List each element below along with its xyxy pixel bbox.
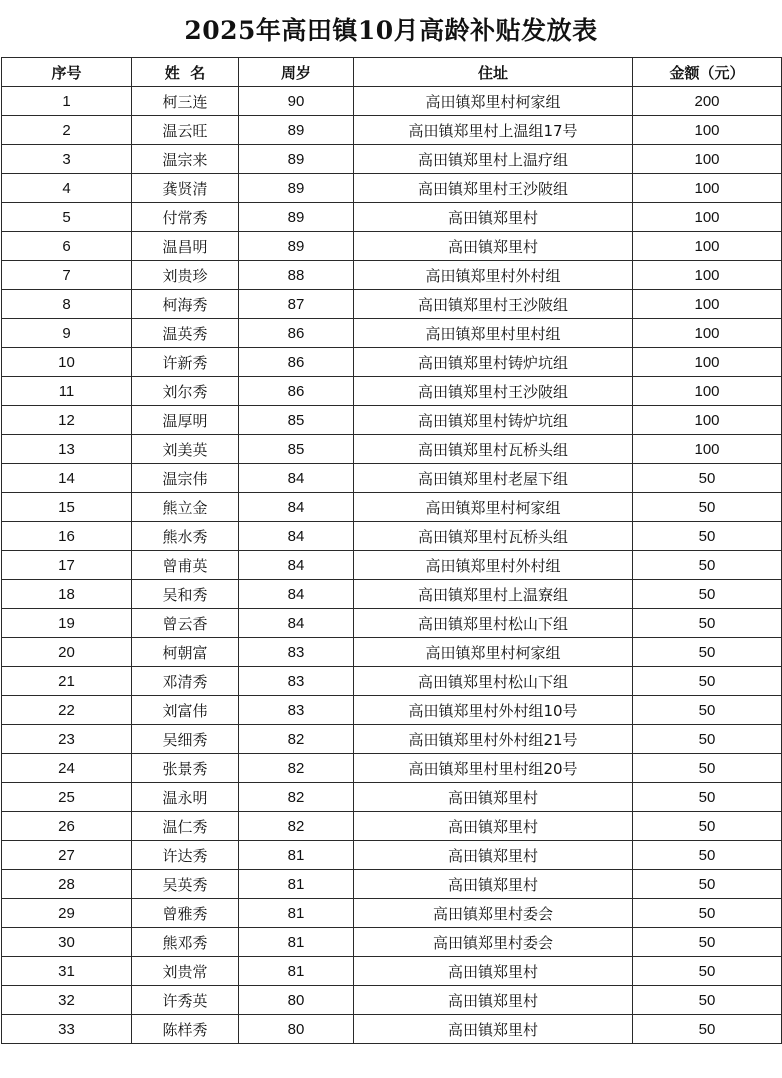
row-amount: 50 bbox=[633, 899, 782, 928]
row-address: 高田镇郑里村 bbox=[354, 232, 633, 261]
row-amount: 100 bbox=[633, 290, 782, 319]
row-address: 高田镇郑里村 bbox=[354, 203, 633, 232]
row-age: 89 bbox=[239, 203, 354, 232]
row-name: 刘贵珍 bbox=[132, 261, 239, 290]
row-number: 32 bbox=[2, 986, 132, 1015]
row-age: 83 bbox=[239, 667, 354, 696]
table-row bbox=[2, 435, 782, 464]
row-amount: 100 bbox=[633, 348, 782, 377]
row-name: 刘贵常 bbox=[132, 957, 239, 986]
row-name: 许新秀 bbox=[132, 348, 239, 377]
row-age: 83 bbox=[239, 638, 354, 667]
row-age: 81 bbox=[239, 841, 354, 870]
row-number: 18 bbox=[2, 580, 132, 609]
row-name: 曾雅秀 bbox=[132, 899, 239, 928]
row-name: 龚贤清 bbox=[132, 174, 239, 203]
row-age: 81 bbox=[239, 957, 354, 986]
row-address: 高田镇郑里村王沙陂组 bbox=[354, 290, 633, 319]
row-age: 86 bbox=[239, 319, 354, 348]
header-name: 姓 名 bbox=[132, 58, 239, 87]
row-number: 30 bbox=[2, 928, 132, 957]
row-number: 20 bbox=[2, 638, 132, 667]
header-amount: 金额（元） bbox=[633, 58, 782, 87]
row-number: 22 bbox=[2, 696, 132, 725]
table-row bbox=[2, 928, 782, 957]
row-number: 26 bbox=[2, 812, 132, 841]
row-amount: 100 bbox=[633, 174, 782, 203]
row-amount: 50 bbox=[633, 522, 782, 551]
row-address: 高田镇郑里村 bbox=[354, 1015, 633, 1044]
row-age: 85 bbox=[239, 435, 354, 464]
table-row bbox=[2, 580, 782, 609]
row-age: 82 bbox=[239, 812, 354, 841]
row-number: 23 bbox=[2, 725, 132, 754]
row-age: 82 bbox=[239, 754, 354, 783]
row-name: 付常秀 bbox=[132, 203, 239, 232]
row-name: 张景秀 bbox=[132, 754, 239, 783]
row-number: 29 bbox=[2, 899, 132, 928]
row-age: 85 bbox=[239, 406, 354, 435]
table-row bbox=[2, 203, 782, 232]
row-age: 89 bbox=[239, 145, 354, 174]
row-name: 曾甫英 bbox=[132, 551, 239, 580]
row-number: 8 bbox=[2, 290, 132, 319]
row-number: 6 bbox=[2, 232, 132, 261]
table-row bbox=[2, 290, 782, 319]
row-name: 刘富伟 bbox=[132, 696, 239, 725]
table-header-row bbox=[2, 58, 782, 87]
row-age: 83 bbox=[239, 696, 354, 725]
row-amount: 50 bbox=[633, 551, 782, 580]
row-address: 高田镇郑里村柯家组 bbox=[354, 638, 633, 667]
row-address: 高田镇郑里村铸炉坑组 bbox=[354, 406, 633, 435]
row-age: 82 bbox=[239, 725, 354, 754]
row-amount: 50 bbox=[633, 493, 782, 522]
row-name: 刘尔秀 bbox=[132, 377, 239, 406]
table-row bbox=[2, 1015, 782, 1044]
row-age: 84 bbox=[239, 522, 354, 551]
row-address: 高田镇郑里村上温组17号 bbox=[354, 116, 633, 145]
row-age: 81 bbox=[239, 870, 354, 899]
row-number: 28 bbox=[2, 870, 132, 899]
row-address: 高田镇郑里村 bbox=[354, 783, 633, 812]
row-address: 高田镇郑里村柯家组 bbox=[354, 493, 633, 522]
row-name: 熊邓秀 bbox=[132, 928, 239, 957]
row-number: 24 bbox=[2, 754, 132, 783]
row-address: 高田镇郑里村 bbox=[354, 986, 633, 1015]
row-name: 曾云香 bbox=[132, 609, 239, 638]
row-amount: 100 bbox=[633, 145, 782, 174]
row-address: 高田镇郑里村老屋下组 bbox=[354, 464, 633, 493]
row-amount: 100 bbox=[633, 203, 782, 232]
table-body bbox=[2, 87, 782, 1044]
row-age: 82 bbox=[239, 783, 354, 812]
row-number: 4 bbox=[2, 174, 132, 203]
row-age: 84 bbox=[239, 493, 354, 522]
row-address: 高田镇郑里村王沙陂组 bbox=[354, 377, 633, 406]
row-number: 14 bbox=[2, 464, 132, 493]
row-number: 2 bbox=[2, 116, 132, 145]
row-amount: 100 bbox=[633, 319, 782, 348]
row-number: 15 bbox=[2, 493, 132, 522]
row-number: 10 bbox=[2, 348, 132, 377]
row-number: 21 bbox=[2, 667, 132, 696]
row-number: 5 bbox=[2, 203, 132, 232]
row-number: 27 bbox=[2, 841, 132, 870]
row-number: 25 bbox=[2, 783, 132, 812]
row-amount: 100 bbox=[633, 435, 782, 464]
table-row bbox=[2, 87, 782, 116]
row-address: 高田镇郑里村外村组21号 bbox=[354, 725, 633, 754]
row-age: 88 bbox=[239, 261, 354, 290]
table-row bbox=[2, 725, 782, 754]
row-name: 吴细秀 bbox=[132, 725, 239, 754]
table-row bbox=[2, 841, 782, 870]
row-amount: 50 bbox=[633, 696, 782, 725]
row-address: 高田镇郑里村 bbox=[354, 841, 633, 870]
row-number: 12 bbox=[2, 406, 132, 435]
subsidy-table bbox=[1, 57, 782, 1044]
table-row bbox=[2, 754, 782, 783]
table-row bbox=[2, 377, 782, 406]
row-age: 90 bbox=[239, 87, 354, 116]
row-age: 84 bbox=[239, 551, 354, 580]
row-age: 84 bbox=[239, 609, 354, 638]
row-amount: 100 bbox=[633, 377, 782, 406]
row-address: 高田镇郑里村王沙陂组 bbox=[354, 174, 633, 203]
row-address: 高田镇郑里村里村组20号 bbox=[354, 754, 633, 783]
row-name: 陈样秀 bbox=[132, 1015, 239, 1044]
table-row bbox=[2, 812, 782, 841]
row-amount: 50 bbox=[633, 464, 782, 493]
header-age: 周岁 bbox=[239, 58, 354, 87]
row-name: 柯海秀 bbox=[132, 290, 239, 319]
row-age: 87 bbox=[239, 290, 354, 319]
table-row bbox=[2, 899, 782, 928]
table-row bbox=[2, 986, 782, 1015]
row-amount: 50 bbox=[633, 957, 782, 986]
row-age: 86 bbox=[239, 377, 354, 406]
row-number: 31 bbox=[2, 957, 132, 986]
table-row bbox=[2, 783, 782, 812]
row-number: 19 bbox=[2, 609, 132, 638]
row-name: 温宗伟 bbox=[132, 464, 239, 493]
table-row bbox=[2, 696, 782, 725]
table-row bbox=[2, 145, 782, 174]
row-age: 80 bbox=[239, 986, 354, 1015]
row-address: 高田镇郑里村 bbox=[354, 870, 633, 899]
row-name: 温宗来 bbox=[132, 145, 239, 174]
row-address: 高田镇郑里村瓦桥头组 bbox=[354, 435, 633, 464]
row-amount: 50 bbox=[633, 667, 782, 696]
table-row bbox=[2, 522, 782, 551]
row-age: 89 bbox=[239, 174, 354, 203]
row-address: 高田镇郑里村委会 bbox=[354, 928, 633, 957]
row-amount: 100 bbox=[633, 232, 782, 261]
row-number: 11 bbox=[2, 377, 132, 406]
row-address: 高田镇郑里村 bbox=[354, 812, 633, 841]
row-age: 84 bbox=[239, 580, 354, 609]
row-name: 吴英秀 bbox=[132, 870, 239, 899]
table-row bbox=[2, 638, 782, 667]
row-address: 高田镇郑里村松山下组 bbox=[354, 667, 633, 696]
row-amount: 100 bbox=[633, 116, 782, 145]
row-name: 温云旺 bbox=[132, 116, 239, 145]
row-number: 13 bbox=[2, 435, 132, 464]
row-address: 高田镇郑里村柯家组 bbox=[354, 87, 633, 116]
row-name: 温英秀 bbox=[132, 319, 239, 348]
row-address: 高田镇郑里村委会 bbox=[354, 899, 633, 928]
row-address: 高田镇郑里村里村组 bbox=[354, 319, 633, 348]
row-amount: 50 bbox=[633, 725, 782, 754]
row-amount: 100 bbox=[633, 406, 782, 435]
row-name: 熊水秀 bbox=[132, 522, 239, 551]
row-amount: 100 bbox=[633, 261, 782, 290]
row-name: 邓清秀 bbox=[132, 667, 239, 696]
header-address: 住址 bbox=[354, 58, 633, 87]
row-address: 高田镇郑里村松山下组 bbox=[354, 609, 633, 638]
table-row bbox=[2, 957, 782, 986]
row-amount: 50 bbox=[633, 841, 782, 870]
row-address: 高田镇郑里村上温疗组 bbox=[354, 145, 633, 174]
row-name: 吴和秀 bbox=[132, 580, 239, 609]
table-row bbox=[2, 406, 782, 435]
row-age: 81 bbox=[239, 928, 354, 957]
header-no: 序号 bbox=[2, 58, 132, 87]
row-address: 高田镇郑里村外村组 bbox=[354, 261, 633, 290]
row-amount: 50 bbox=[633, 638, 782, 667]
table-row bbox=[2, 464, 782, 493]
row-name: 柯朝富 bbox=[132, 638, 239, 667]
row-age: 84 bbox=[239, 464, 354, 493]
row-number: 7 bbox=[2, 261, 132, 290]
table-row bbox=[2, 174, 782, 203]
table-row bbox=[2, 261, 782, 290]
row-amount: 50 bbox=[633, 783, 782, 812]
row-name: 柯三连 bbox=[132, 87, 239, 116]
row-name: 温昌明 bbox=[132, 232, 239, 261]
page-title: 2025年高田镇10月高龄补贴发放表 bbox=[184, 16, 598, 45]
row-amount: 50 bbox=[633, 1015, 782, 1044]
row-amount: 50 bbox=[633, 812, 782, 841]
row-name: 许秀英 bbox=[132, 986, 239, 1015]
row-amount: 50 bbox=[633, 928, 782, 957]
row-name: 温永明 bbox=[132, 783, 239, 812]
row-number: 33 bbox=[2, 1015, 132, 1044]
table-row bbox=[2, 609, 782, 638]
row-number: 9 bbox=[2, 319, 132, 348]
row-address: 高田镇郑里村外村组 bbox=[354, 551, 633, 580]
table-row bbox=[2, 667, 782, 696]
row-age: 86 bbox=[239, 348, 354, 377]
table-row bbox=[2, 319, 782, 348]
table-row bbox=[2, 232, 782, 261]
row-name: 许达秀 bbox=[132, 841, 239, 870]
row-address: 高田镇郑里村上温寮组 bbox=[354, 580, 633, 609]
table-row bbox=[2, 116, 782, 145]
table-row bbox=[2, 870, 782, 899]
table-row bbox=[2, 551, 782, 580]
row-amount: 50 bbox=[633, 986, 782, 1015]
table-row bbox=[2, 348, 782, 377]
row-name: 刘美英 bbox=[132, 435, 239, 464]
row-amount: 50 bbox=[633, 870, 782, 899]
row-amount: 50 bbox=[633, 580, 782, 609]
row-age: 89 bbox=[239, 116, 354, 145]
row-number: 1 bbox=[2, 87, 132, 116]
row-age: 81 bbox=[239, 899, 354, 928]
row-number: 16 bbox=[2, 522, 132, 551]
row-address: 高田镇郑里村瓦桥头组 bbox=[354, 522, 633, 551]
row-number: 3 bbox=[2, 145, 132, 174]
row-amount: 50 bbox=[633, 609, 782, 638]
row-address: 高田镇郑里村外村组10号 bbox=[354, 696, 633, 725]
row-name: 温厚明 bbox=[132, 406, 239, 435]
row-name: 温仁秀 bbox=[132, 812, 239, 841]
row-age: 80 bbox=[239, 1015, 354, 1044]
row-address: 高田镇郑里村铸炉坑组 bbox=[354, 348, 633, 377]
row-age: 89 bbox=[239, 232, 354, 261]
row-amount: 50 bbox=[633, 754, 782, 783]
table-row bbox=[2, 493, 782, 522]
row-amount: 200 bbox=[633, 87, 782, 116]
row-number: 17 bbox=[2, 551, 132, 580]
row-address: 高田镇郑里村 bbox=[354, 957, 633, 986]
row-name: 熊立金 bbox=[132, 493, 239, 522]
